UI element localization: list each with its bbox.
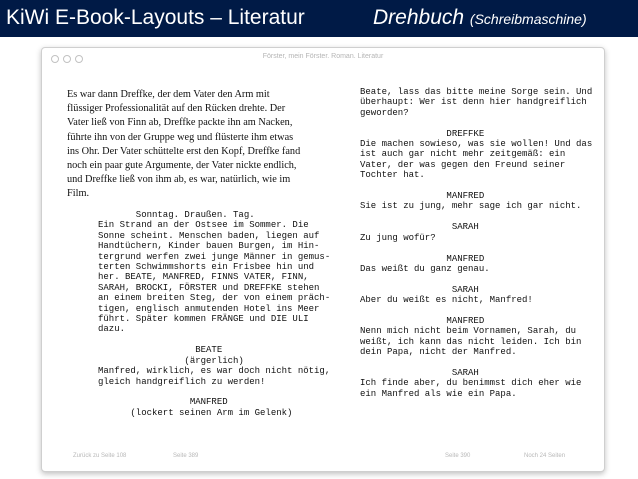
script-line: gleich handgreiflich zu werden!: [98, 376, 266, 387]
script-line: her. BEATE, MANFRED, FINNS VATER, FINN,: [98, 272, 309, 283]
script-line: [360, 118, 592, 128]
script-line: ist auch gar nicht mehr zeitgemäß: ein: [360, 149, 566, 160]
script-line: Die machen sowieso, was sie wollen! Und das: [360, 139, 593, 150]
prose-line: und Dreffke ließ von ihm ab, es war, natürlich, wie im: [67, 174, 291, 186]
window-title: Förster, mein Förster. Roman. Literatur: [262, 53, 384, 60]
script-line: [360, 181, 592, 191]
script-line: überhaupt: Wer ist denn hier handgreiflich: [360, 97, 587, 108]
banner-subtitle-main: Drehbuch: [373, 6, 465, 29]
script-line: Ein Strand an der Ostsee im Sommer. Die: [98, 220, 309, 231]
script-line: MANFRED: [98, 397, 228, 408]
script-line: [98, 335, 330, 345]
prose-line: ins Ohr. Der Vater schüttelte erst den Kopf, Dreffke fand: [67, 145, 301, 157]
script-line: SARAH: [360, 284, 479, 295]
script-line: SARAH: [360, 367, 479, 378]
script-line: MANFRED: [360, 315, 485, 326]
back-to-page-link[interactable]: Zurück zu Seite 108: [73, 453, 127, 459]
script-line: [360, 212, 592, 222]
script-line: (lockert seinen Arm im Gelenk): [98, 407, 293, 418]
script-line: Nenn mich nicht beim Vornamen, Sarah, du: [360, 326, 577, 337]
script-line: SARAH: [360, 222, 479, 233]
pages-remaining: Noch 24 Seiten: [524, 453, 566, 459]
script-line: DREFFKE: [360, 128, 485, 139]
script-line: [360, 274, 592, 284]
left-page-screenplay: [98, 210, 330, 418]
script-line: weißt, ich kann das nicht leiden. Ich bin: [360, 336, 582, 347]
script-line: Handtüchern, Kinder bauen Burgen, im Hin-: [98, 241, 320, 252]
prose-line: flüssiger Professionalität auf den Rücken drehte. Der: [67, 103, 286, 115]
banner-subtitle-sub: (Schreibmaschine): [469, 11, 587, 27]
script-line: Sonntag. Draußen. Tag.: [98, 210, 255, 220]
script-line: Sonne scheint. Menschen baden, liegen auf: [98, 230, 320, 241]
prose-line: führte ihn von der Gruppe weg und flüsterte ihm etwas: [67, 131, 294, 143]
script-line: BEATE: [98, 345, 223, 356]
prose-line: Film.: [67, 188, 90, 200]
script-line: [360, 306, 592, 316]
script-line: (ärgerlich): [98, 355, 244, 366]
script-line: geworden?: [360, 107, 409, 118]
script-line: dein Papa, nicht der Manfred.: [360, 347, 517, 358]
right-page-number: Seite 390: [445, 453, 471, 459]
script-line: führt. Später kommen FRÄNGE und DIE ULI: [98, 314, 309, 325]
prose-line: Vater ließ von Finn ab, Dreffke packte ihn am Nacken,: [67, 117, 293, 129]
script-line: an einem breiten Steg, der von einem präch-: [98, 293, 331, 304]
script-line: terten Schwimmshorts ein Frisbee hin und: [98, 262, 315, 273]
script-line: [360, 358, 592, 368]
script-line: tergrund werfen zwei junge Männer in gemus-: [98, 251, 331, 262]
script-line: Vater, der was gegen den Freund seiner: [360, 159, 566, 170]
script-line: Aber du weißt es nicht, Manfred!: [360, 295, 533, 306]
banner-title: KiWi E-Book-Layouts – Literatur: [6, 6, 305, 29]
script-line: Das weißt du ganz genau.: [360, 263, 490, 274]
window-titlebar: [42, 48, 604, 68]
left-page-number: Seite 389: [173, 453, 199, 459]
script-line: [360, 243, 592, 253]
ebook-reader-window: [41, 47, 605, 472]
script-line: Sie ist zu jung, mehr sage ich gar nicht.: [360, 201, 582, 212]
prose-line: Es war dann Dreffke, der dem Vater den Arm mit: [67, 89, 270, 100]
script-line: Zu jung wofür?: [360, 232, 436, 243]
script-line: Ich finde aber, du benimmst dich eher wie: [360, 378, 582, 389]
script-line: [98, 387, 330, 397]
script-line: Beate, lass das bitte meine Sorge sein. Und: [360, 87, 593, 97]
script-line: ein Manfred als wie ein Papa.: [360, 388, 517, 399]
left-page-prose: [67, 88, 307, 202]
script-line: Manfred, wirklich, es war doch nicht nötig,: [98, 366, 331, 377]
prose-line: noch ein paar gute Argumente, der Vater nickte endlich,: [67, 160, 297, 172]
slide-banner: [0, 0, 638, 37]
script-line: dazu.: [98, 324, 126, 335]
script-line: MANFRED: [360, 253, 485, 264]
script-line: Tochter hat.: [360, 170, 425, 181]
script-line: tigen, englisch anmutenden Hotel ins Meer: [98, 303, 320, 314]
script-line: MANFRED: [360, 191, 485, 202]
script-line: SARAH, BROCKI, FÖRSTER und DREFFKE stehen: [98, 282, 320, 293]
banner-subtitle: [373, 6, 587, 31]
right-page-screenplay: [360, 87, 592, 399]
